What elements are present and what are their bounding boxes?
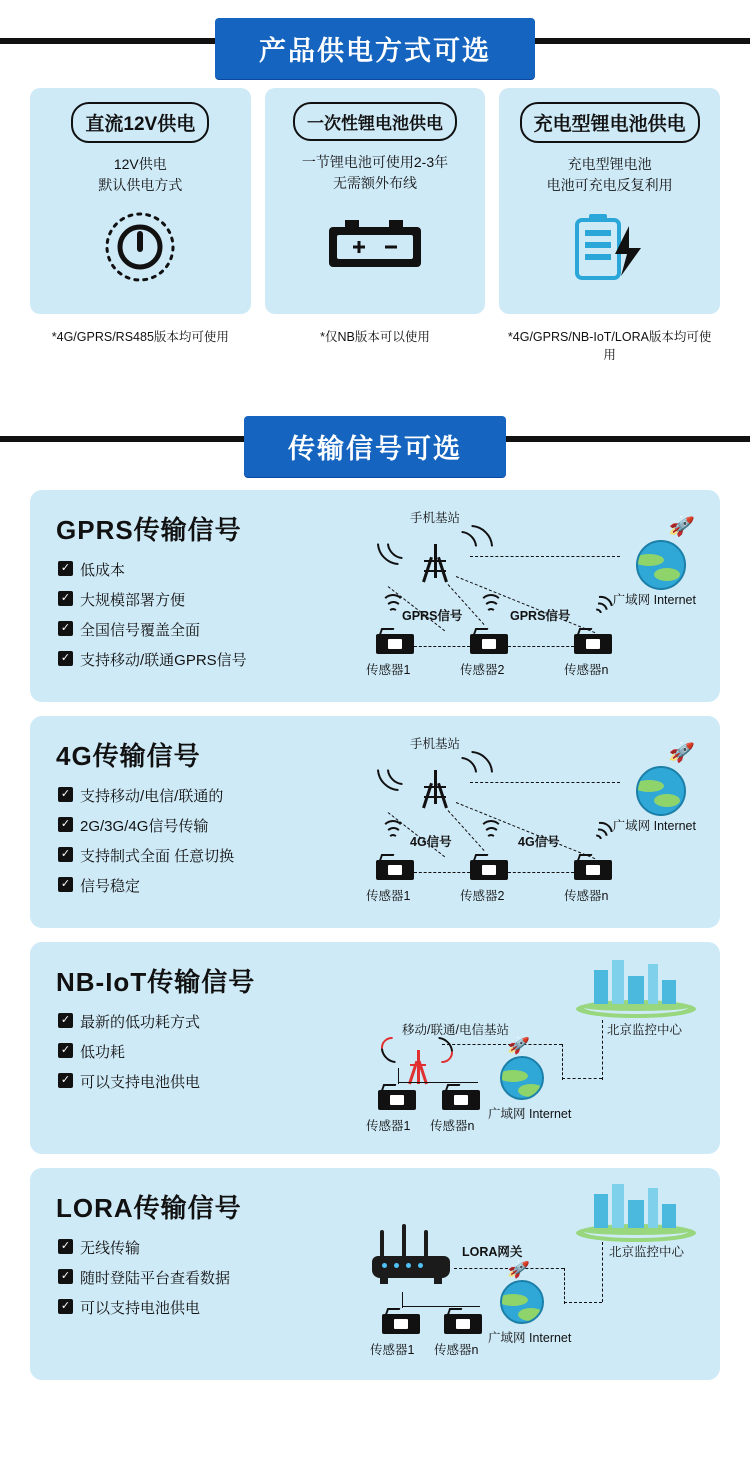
station-label: 移动/联通/电信基站 (402, 1023, 509, 1038)
link-center-horizontal (562, 1078, 602, 1079)
globe-icon (500, 1056, 544, 1100)
fourg-diagram (358, 732, 702, 910)
link-tower-internet (470, 782, 620, 783)
feature-label: 大规模部署方便 (80, 592, 186, 610)
feature-item (58, 1011, 348, 1032)
sensor-label-1: 传感器1 (366, 663, 411, 678)
signal-icon-1 (380, 602, 402, 618)
sensor-device-n (574, 854, 612, 880)
check-icon: ✓ (58, 1299, 73, 1314)
sensor-device-1 (376, 854, 414, 880)
power-option-title: 充电型锂电池供电 (520, 102, 700, 143)
feature-label: 低成本 (80, 562, 126, 580)
power-section-title: 产品供电方式可选 (215, 18, 535, 79)
signal-label-1: GPRS信号 (402, 609, 463, 624)
feature-item (58, 1267, 348, 1288)
feature-label: 信号稳定 (80, 878, 141, 896)
power-option-desc-line1: 充电型锂电池 (567, 156, 652, 172)
rechargeable-battery-icon (567, 210, 653, 284)
internet-label: 广域网 Internet (612, 819, 696, 834)
monitor-center-label: 北京监控中心 (606, 1023, 682, 1038)
power-options-row (0, 78, 750, 314)
check-icon: ✓ (58, 787, 73, 802)
transmission-title: GPRS传输信号 (56, 515, 242, 546)
feature-label: 低功耗 (80, 1044, 126, 1062)
signal-icon-1 (380, 828, 402, 844)
gprs-info (48, 506, 348, 684)
rocket-icon: 🚀 (667, 740, 696, 766)
feature-item (58, 1041, 348, 1062)
lora-gateway-icon (372, 1232, 450, 1284)
link-center-up (602, 1020, 603, 1080)
power-option-card-primary-lithium (265, 88, 486, 314)
power-option-desc (547, 154, 673, 196)
signal-icon-2 (478, 828, 500, 844)
globe-icon (636, 766, 686, 816)
sensor-label-n: 传感器n (434, 1343, 479, 1358)
city-skyline-icon (576, 1178, 696, 1244)
feature-label: 可以支持电池供电 (80, 1300, 201, 1318)
sensor-device-n (442, 1084, 480, 1110)
power-option-desc-line1: 一节锂电池可使用2-3年 (301, 154, 449, 170)
gateway-label: LORA网关 (462, 1245, 523, 1260)
power-option-note: *4G/GPRS/NB-IoT/LORA版本均可使用 (507, 330, 712, 363)
transmission-card-nbiot (30, 942, 720, 1154)
signal-icon-3 (583, 597, 610, 623)
link-tower-internet (470, 556, 620, 557)
rocket-icon: 🚀 (667, 514, 696, 540)
battery-cell-icon (323, 208, 427, 282)
transmission-title: NB-IoT传输信号 (56, 967, 256, 998)
sensor-label-n: 传感器n (564, 663, 609, 678)
link-center-up (602, 1242, 603, 1302)
power-option-note: *仅NB版本可以使用 (320, 330, 430, 344)
feature-item (58, 875, 348, 896)
feature-item (58, 1071, 348, 1092)
feature-item (58, 1297, 348, 1318)
power-notes-row (0, 314, 750, 364)
signal-label-2: GPRS信号 (510, 609, 571, 624)
internet-label: 广域网 Internet (488, 1331, 572, 1346)
rocket-icon: 🚀 (506, 1258, 531, 1281)
feature-label: 支持移动/电信/联通的 (80, 788, 224, 806)
check-icon: ✓ (58, 1013, 73, 1028)
sensor-device-2 (470, 854, 508, 880)
nbiot-info (48, 958, 348, 1136)
feature-item (58, 589, 348, 610)
sensor-device-1 (378, 1084, 416, 1110)
feature-label: 2G/3G/4G信号传输 (80, 818, 209, 836)
sensor-label-1: 传感器1 (366, 1119, 411, 1134)
power-option-desc (98, 154, 182, 196)
check-icon: ✓ (58, 1269, 73, 1284)
monitor-center-label: 北京监控中心 (608, 1245, 684, 1260)
power-option-card-dc12v (30, 88, 251, 314)
check-icon: ✓ (58, 591, 73, 606)
check-icon: ✓ (58, 561, 73, 576)
internet-label: 广域网 Internet (488, 1107, 572, 1122)
power-option-desc-line1: 12V供电 (113, 156, 167, 172)
check-icon: ✓ (58, 847, 73, 862)
station-label: 手机基站 (410, 511, 461, 526)
power-option-card-rechargeable (499, 88, 720, 314)
internet-label: 广域网 Internet (612, 593, 696, 608)
globe-icon (500, 1280, 544, 1324)
feature-item (58, 815, 348, 836)
check-icon: ✓ (58, 621, 73, 636)
transmission-card-4g (30, 716, 720, 928)
transmission-section-banner (0, 398, 750, 476)
link-center-vertical (562, 1044, 563, 1080)
sensor-device-1 (376, 628, 414, 654)
feature-item (58, 1237, 348, 1258)
sensor-label-n: 传感器n (564, 889, 609, 904)
city-skyline-icon (576, 954, 696, 1020)
power-option-desc-line2: 电池可充电反复利用 (546, 177, 673, 193)
transmission-title: 4G传输信号 (56, 741, 201, 772)
lora-diagram (358, 1184, 702, 1362)
check-icon: ✓ (58, 1043, 73, 1058)
signal-label-2: 4G信号 (518, 835, 560, 850)
feature-item (58, 619, 348, 640)
link-center-horizontal (564, 1302, 602, 1303)
sensor-label-2: 传感器2 (460, 663, 505, 678)
sensor-label-n: 传感器n (430, 1119, 475, 1134)
feature-item (58, 559, 348, 580)
power-section-banner (0, 0, 750, 78)
feature-label: 支持移动/联通GPRS信号 (80, 652, 247, 670)
power-option-desc-line2: 默认供电方式 (98, 177, 183, 193)
sensor-device-n (444, 1308, 482, 1334)
globe-icon (636, 540, 686, 590)
feature-item (58, 845, 348, 866)
link-tower-sensorn (456, 802, 595, 859)
sensor-device-2 (470, 628, 508, 654)
transmission-section-title: 传输信号可选 (244, 416, 506, 477)
transmission-card-lora (30, 1168, 720, 1380)
link-tower-sensorn (456, 576, 595, 633)
sensor-label-1: 传感器1 (366, 889, 411, 904)
check-icon: ✓ (58, 877, 73, 892)
feature-label: 全国信号覆盖全面 (80, 622, 201, 640)
check-icon: ✓ (58, 651, 73, 666)
sensor-device-1 (382, 1308, 420, 1334)
feature-item (58, 649, 348, 670)
fourg-info (48, 732, 348, 910)
check-icon: ✓ (58, 1239, 73, 1254)
feature-label: 可以支持电池供电 (80, 1074, 201, 1092)
power-option-desc-line2: 无需额外布线 (333, 175, 417, 191)
feature-item (58, 785, 348, 806)
transmission-card-gprs (30, 490, 720, 702)
lora-info (48, 1184, 348, 1362)
power-option-note: *4G/GPRS/RS485版本均可使用 (51, 330, 229, 344)
signal-icon-3 (583, 823, 610, 849)
feature-label: 支持制式全面 任意切换 (80, 848, 235, 866)
sensor-label-2: 传感器2 (460, 889, 505, 904)
signal-icon-2 (478, 602, 500, 618)
transmission-title: LORA传输信号 (56, 1193, 242, 1224)
power-button-icon (101, 210, 179, 284)
power-option-title: 直流12V供电 (71, 102, 209, 143)
signal-label-1: 4G信号 (410, 835, 452, 850)
check-icon: ✓ (58, 1073, 73, 1088)
link-center-vertical (564, 1268, 565, 1304)
station-label: 手机基站 (410, 737, 461, 752)
check-icon: ✓ (58, 817, 73, 832)
sensor-device-n (574, 628, 612, 654)
sensor-label-1: 传感器1 (370, 1343, 415, 1358)
power-option-title: 一次性锂电池供电 (293, 102, 457, 141)
feature-label: 无线传输 (80, 1240, 141, 1258)
feature-label: 随时登陆平台查看数据 (80, 1270, 231, 1288)
gprs-diagram (358, 506, 702, 684)
feature-label: 最新的低功耗方式 (80, 1014, 201, 1032)
nbiot-diagram (358, 958, 702, 1136)
link-station-center (442, 1044, 562, 1045)
rocket-icon: 🚀 (506, 1034, 531, 1057)
power-option-desc (302, 152, 448, 194)
